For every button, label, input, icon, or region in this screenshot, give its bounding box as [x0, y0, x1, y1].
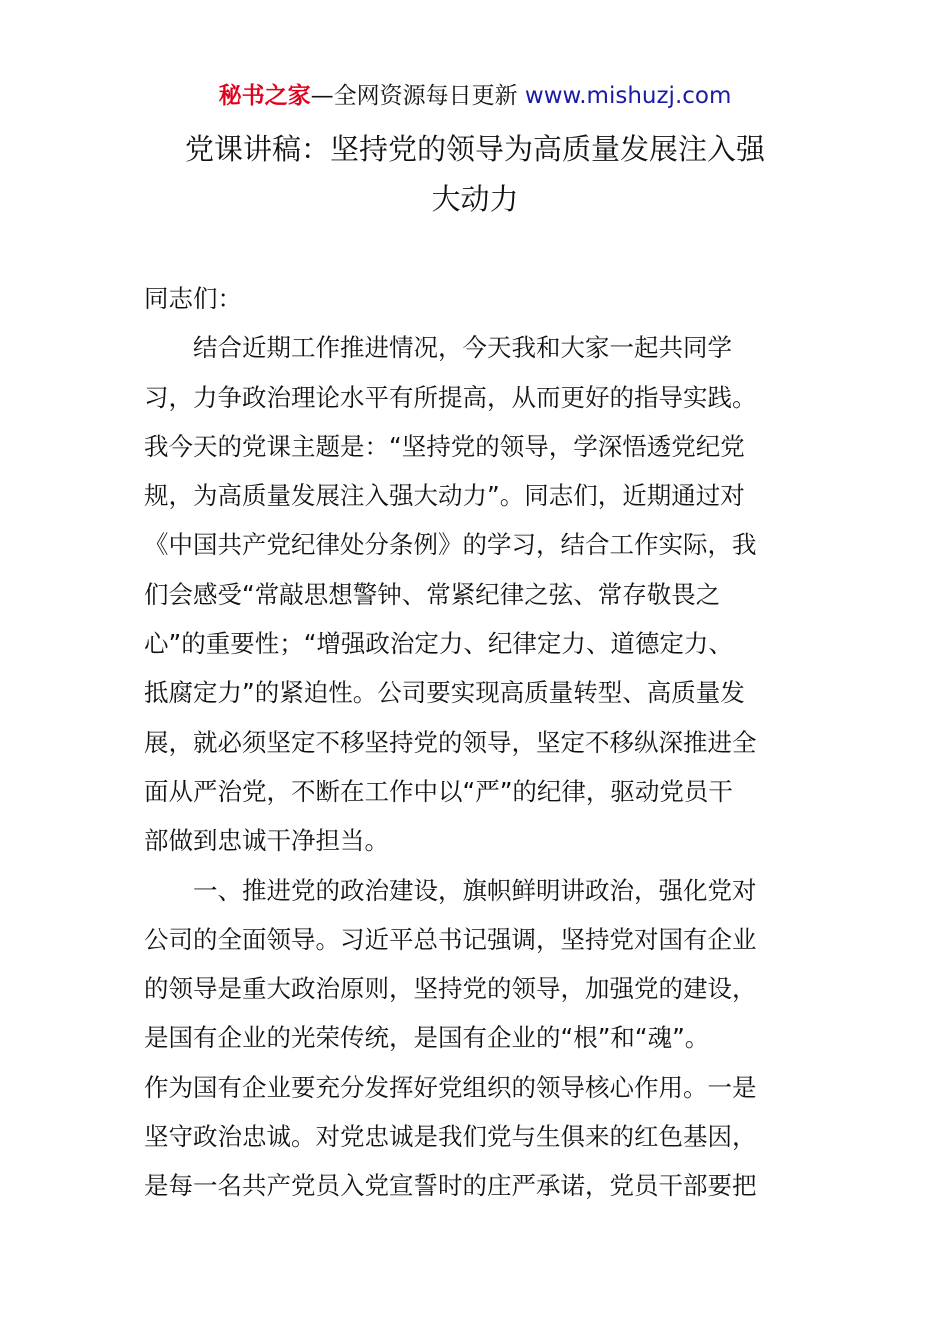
title-line-2: 大动力: [431, 182, 519, 216]
header-tagline: —全网资源每日更新: [310, 83, 525, 109]
title-line-1: 党课讲稿：坚持党的领导为高质量发展注入强: [184, 132, 765, 166]
body-line: 面从严治党，不断在工作中以“严”的纪律，驱动党员干: [144, 776, 733, 806]
body-line: 坚守政治忠诚。对党忠诚是我们党与生俱来的红色基因，: [144, 1122, 757, 1152]
document-body: [144, 274, 814, 1211]
body-line: 我今天的党课主题是：“坚持党的领导，学深悟透党纪党: [144, 431, 745, 461]
body-line: 《中国共产党纪律处分条例》的学习，结合工作实际，我: [144, 530, 757, 560]
body-line: 部做到忠诚干净担当。: [144, 826, 389, 856]
body-line: 是每一名共产党员入党宣誓时的庄严承诺，党员干部要把: [144, 1171, 757, 1201]
body-line: 心”的重要性；“增强政治定力、纪律定力、道德定力、: [144, 629, 733, 659]
body-line: 的领导是重大政治原则，坚持党的领导，加强党的建设，: [144, 974, 757, 1004]
body-line: 规，为高质量发展注入强大动力”。同志们，近期通过对: [144, 481, 745, 511]
body-line: 是国有企业的光荣传统，是国有企业的“根”和“魂”。: [144, 1023, 710, 1053]
body-line: 作为国有企业要充分发挥好党组织的领导核心作用。一是: [144, 1072, 757, 1102]
body-line: 习，力争政治理论水平有所提高，从而更好的指导实践。: [144, 382, 757, 412]
brand-name: 秘书之家: [218, 83, 311, 109]
site-header: [0, 80, 950, 112]
site-url-link[interactable]: www.mishuzj.com: [524, 83, 732, 109]
body-line: 们会感受“常敲思想警钟、常紧纪律之弦、常存敬畏之: [144, 579, 721, 609]
body-line: 展，就必须坚定不移坚持党的领导，坚定不移纵深推进全: [144, 727, 757, 757]
salutation: 同志们：: [144, 284, 242, 313]
body-line: 公司的全面领导。习近平总书记强调，坚持党对国有企业: [144, 924, 757, 954]
document-title: [100, 124, 850, 224]
body-line: 抵腐定力”的紧迫性。公司要实现高质量转型、高质量发: [144, 678, 745, 708]
section-heading-line: 一、推进党的政治建设，旗帜鲜明讲政治，强化党对: [193, 875, 757, 905]
body-line: 结合近期工作推进情况，今天我和大家一起共同学: [193, 333, 732, 363]
